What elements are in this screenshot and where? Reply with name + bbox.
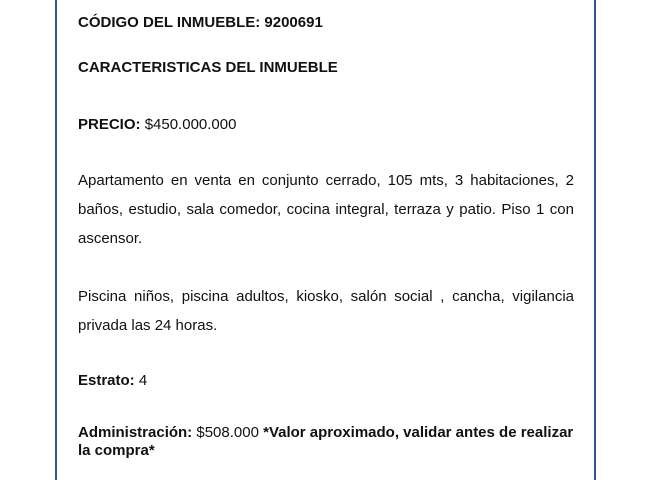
- estrato-label: Estrato:: [78, 372, 135, 389]
- description-paragraph: Apartamento en venta en conjunto cerrado, 105 mts, 3 habitaciones, 2 baños, estudio, sala comedor, cocina integral, terraza y patio. Piso 1 con ascensor.: [78, 172, 574, 247]
- estrato: [78, 366, 147, 395]
- section-title: CARACTERISTICAS DEL INMUEBLE: [78, 59, 338, 76]
- administration-label: Administración:: [78, 424, 193, 441]
- estrato-value: 4: [138, 372, 148, 389]
- property-code-value: 9200691: [264, 14, 323, 31]
- price-label: PRECIO:: [78, 116, 141, 133]
- administration-value: $508.000: [196, 424, 259, 441]
- administration: [78, 424, 574, 460]
- price: [78, 110, 236, 139]
- property-code: [78, 8, 323, 37]
- administration-note: *Valor aproximado, validar antes de realizar la compra*: [78, 424, 574, 459]
- price-value: $450.000.000: [144, 116, 237, 133]
- amenities-paragraph: Piscina niños, piscina adultos, kiosko, salón social , cancha, vigilancia privada las 24 horas.: [78, 288, 574, 334]
- property-code-label: CÓDIGO DEL INMUEBLE:: [78, 14, 261, 31]
